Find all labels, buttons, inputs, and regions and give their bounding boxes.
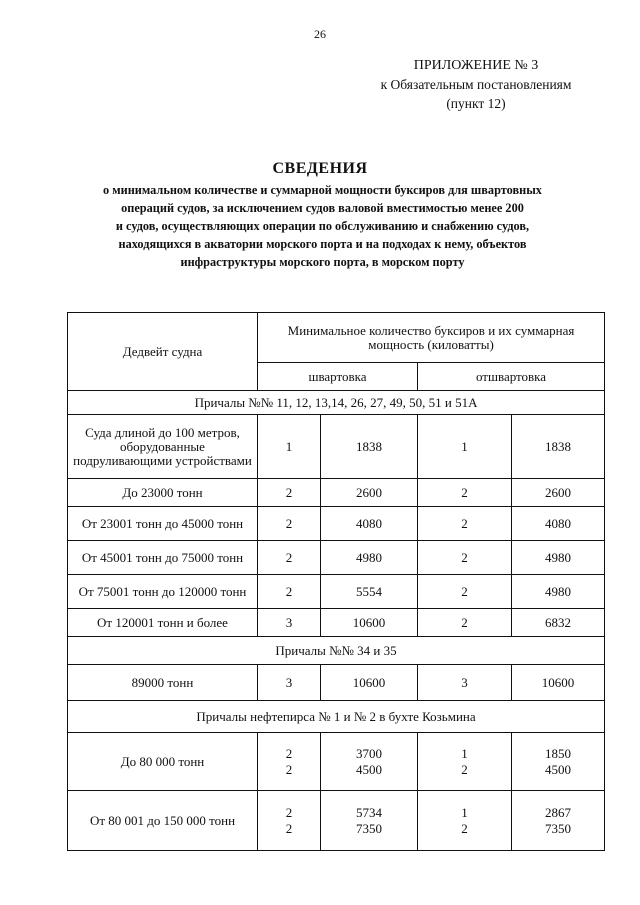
mooring-count: 2 xyxy=(258,507,321,541)
mooring-power: 10600 xyxy=(321,665,418,701)
mooring-count: 3 xyxy=(258,609,321,637)
unmooring-power: 4080 xyxy=(512,507,605,541)
unmooring-power: 4980 xyxy=(512,541,605,575)
value-line: 7350 xyxy=(545,820,572,836)
section-title: Причалы №№ 11, 12, 13,14, 26, 27, 49, 50, 51 и 51А xyxy=(68,391,605,415)
mooring-power: 4080 xyxy=(321,507,418,541)
document-title: СВЕДЕНИЯ xyxy=(272,160,368,177)
value-line: 2 xyxy=(285,761,293,777)
header-mooring: швартовка xyxy=(258,363,418,391)
mooring-count: 1 xyxy=(258,415,321,479)
document-subtitle xyxy=(55,181,590,271)
appendix-title: ПРИЛОЖЕНИЕ № 3 xyxy=(413,58,539,73)
mooring-power xyxy=(321,733,418,791)
unmooring-count: 1 xyxy=(418,415,512,479)
appendix-line-3: (пункт 12) xyxy=(446,96,506,111)
subtitle-line: находящихся в акватории морского порта и на подходах к нему, объектов xyxy=(118,237,527,251)
row-label: От 80 001 до 150 000 тонн xyxy=(68,791,258,851)
value-line: 7350 xyxy=(356,820,382,836)
unmooring-count: 3 xyxy=(418,665,512,701)
unmooring-count: 2 xyxy=(418,609,512,637)
unmooring-count: 2 xyxy=(418,507,512,541)
mooring-count xyxy=(258,791,321,851)
row-label: От 75001 тонн до 120000 тонн xyxy=(68,575,258,609)
unmooring-power xyxy=(512,733,605,791)
header-unmooring: отшвартовка xyxy=(418,363,605,391)
value-line: 1850 xyxy=(545,745,572,761)
value-line: 4500 xyxy=(356,761,382,777)
mooring-power: 1838 xyxy=(321,415,418,479)
row-label: Суда длиной до 100 метров, оборудованные подруливающими устройствами xyxy=(68,415,258,479)
value-line: 2 xyxy=(461,761,468,777)
mooring-count: 2 xyxy=(258,541,321,575)
appendix-line-2: к Обязательным постановлениям xyxy=(380,77,572,92)
value-line: 1 xyxy=(461,804,468,820)
value-line: 2867 xyxy=(545,804,572,820)
header-deadweight: Дедвейт судна xyxy=(68,313,258,391)
unmooring-count: 2 xyxy=(418,575,512,609)
row-label: До 80 000 тонн xyxy=(68,733,258,791)
value-line: 4500 xyxy=(545,761,572,777)
mooring-power: 10600 xyxy=(321,609,418,637)
mooring-power: 2600 xyxy=(321,479,418,507)
row-label: До 23000 тонн xyxy=(68,479,258,507)
page-number: 26 xyxy=(314,27,326,41)
subtitle-line: операций судов, за исключением судов валовой вместимостью менее 200 xyxy=(121,201,524,215)
section-title: Причалы нефтепирса № 1 и № 2 в бухте Козьмина xyxy=(68,701,605,733)
value-line: 5734 xyxy=(356,804,382,820)
mooring-count xyxy=(258,733,321,791)
value-line: 2 xyxy=(285,745,293,761)
row-label: От 120001 тонн и более xyxy=(68,609,258,637)
unmooring-power: 4980 xyxy=(512,575,605,609)
header-tugs: Минимальное количество буксиров и их суммарная мощность (киловатты) xyxy=(258,313,605,363)
subtitle-line: и судов, осуществляющих операции по обслуживанию и снабжению судов, xyxy=(115,219,530,233)
value-line: 1 xyxy=(461,745,468,761)
appendix-header xyxy=(346,56,606,113)
unmooring-count: 2 xyxy=(418,541,512,575)
unmooring-count xyxy=(418,791,512,851)
row-label: От 45001 тонн до 75000 тонн xyxy=(68,541,258,575)
value-line: 3700 xyxy=(356,745,382,761)
subtitle-line: инфраструктуры морского порта, в морском порту xyxy=(180,255,465,269)
mooring-power xyxy=(321,791,418,851)
unmooring-count xyxy=(418,733,512,791)
row-label: 89000 тонн xyxy=(68,665,258,701)
subtitle-line: о минимальном количестве и суммарной мощности буксиров для швартовных xyxy=(103,183,542,197)
unmooring-power: 1838 xyxy=(512,415,605,479)
unmooring-power xyxy=(512,791,605,851)
unmooring-power: 2600 xyxy=(512,479,605,507)
mooring-count: 2 xyxy=(258,479,321,507)
mooring-power: 5554 xyxy=(321,575,418,609)
value-line: 2 xyxy=(461,820,468,836)
unmooring-power: 10600 xyxy=(512,665,605,701)
value-line: 2 xyxy=(285,804,293,820)
mooring-count: 2 xyxy=(258,575,321,609)
value-line: 2 xyxy=(285,820,293,836)
section-title: Причалы №№ 34 и 35 xyxy=(68,637,605,665)
mooring-count: 3 xyxy=(258,665,321,701)
unmooring-power: 6832 xyxy=(512,609,605,637)
row-label: От 23001 тонн до 45000 тонн xyxy=(68,507,258,541)
tugs-table xyxy=(67,312,605,851)
unmooring-count: 2 xyxy=(418,479,512,507)
mooring-power: 4980 xyxy=(321,541,418,575)
